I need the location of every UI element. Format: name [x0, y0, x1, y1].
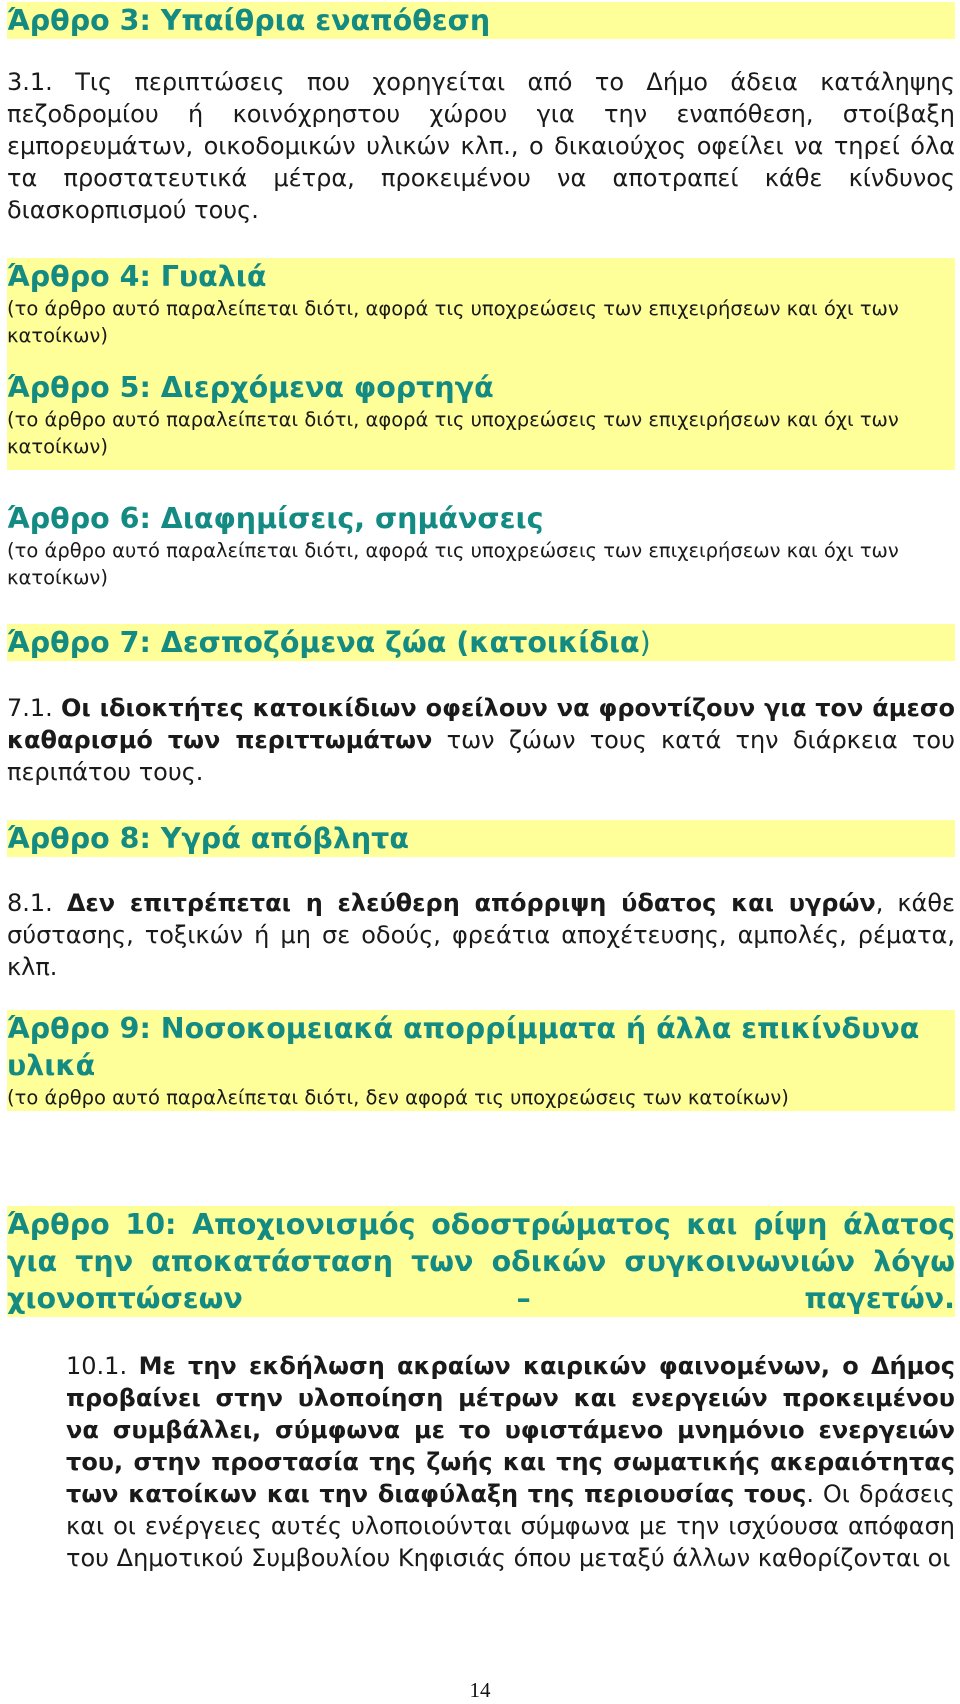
article-10-number: 10.1. — [66, 1352, 139, 1380]
article-8-rest-text: , κάθε σύστασης, τοξικών ή μη σε οδούς, φρεάτια αποχέτευσης, αμπολές, ρέματα, κλπ. — [7, 889, 955, 981]
article-9-block — [7, 1010, 955, 1111]
article-7-paragraph — [7, 692, 955, 788]
article-5-note: (το άρθρο αυτό παραλείπεται διότι, αφορά τις υποχρεώσεις των επιχειρήσεων και όχι των κατοίκων) — [7, 408, 899, 458]
article-8-heading-bar — [7, 820, 955, 857]
article-3-paragraph: 3.1. Τις περιπτώσεις που χορηγείται από το Δήμο άδεια κατάληψης πεζοδρομίου ή κοινόχρηστου χώρου για την εναπόθεση, στοίβαξη εμπορευμάτων, οικοδομικών υλικών κλπ., ο δικαιούχος οφείλει να τηρεί όλα τα προστατευτικά μέτρα, προκειμένου να αποτραπεί κάθε κίνδυνος διασκορπισμού τους. — [7, 68, 955, 224]
article-8-paragraph — [7, 887, 955, 983]
article-7-heading-text: Άρθρο 7: Δεσποζόμενα ζώα (κατοικίδια — [7, 626, 640, 659]
article-6-heading: Άρθρο 6: Διαφημίσεις, σημάνσεις — [7, 502, 544, 535]
article-8-heading: Άρθρο 8: Υγρά απόβλητα — [7, 822, 409, 855]
article-10-body — [66, 1350, 955, 1574]
article-7-heading-paren: ) — [639, 626, 651, 659]
article-9-note: (το άρθρο αυτό παραλείπεται διότι, δεν αφορά τις υποχρεώσεις των κατοίκων) — [7, 1086, 789, 1109]
article-7-rest-text: των ζώων τους κατά την διάρκεια του περιπάτου τους. — [7, 726, 955, 786]
article-6-note: (το άρθρο αυτό παραλείπεται διότι, αφορά τις υποχρεώσεις των επιχειρήσεων και όχι των κατοίκων) — [7, 539, 899, 589]
article-8-bold-text: Δεν επιτρέπεται η ελεύθερη απόρριψη ύδατος και υγρών — [66, 889, 876, 917]
article-3-heading-bar — [7, 2, 955, 39]
articles-4-6-block — [7, 258, 955, 470]
article-4-heading: Άρθρο 4: Γυαλιά — [7, 260, 267, 293]
article-5-heading: Άρθρο 5: Διερχόμενα φορτηγά — [7, 371, 494, 404]
article-3-heading: Άρθρο 3: Υπαίθρια εναπόθεση — [7, 4, 491, 37]
article-7-heading — [7, 624, 955, 661]
article-7-bold-text: Οι ιδιοκτήτες κατοικίδιων οφείλουν να φροντίζουν για τον άμεσο καθαρισμό των περιττωμάτων — [7, 694, 955, 754]
page-number: 14 — [469, 1678, 491, 1702]
article-10-rest-text: . Οι δράσεις και οι ενέργειες αυτές υλοποιούνται σύμφωνα με την ισχύουσα απόφαση του Δημοτικού Συμβουλίου Κηφισιάς όπου μεταξύ άλλων καθορίζονται οι — [66, 1480, 955, 1572]
article-7-body — [7, 692, 955, 788]
article-7-heading-bar — [7, 624, 955, 661]
article-6-block — [7, 500, 955, 591]
article-9-heading: Άρθρο 9: Νοσοκομειακά απορρίμματα ή άλλα επικίνδυνα υλικά — [7, 1012, 920, 1082]
article-7-number: 7.1. — [7, 694, 61, 722]
article-10-heading: Άρθρο 10: Αποχιονισμός οδοστρώματος και ρίψη άλατος για την αποκατάσταση των οδικών συγκοινωνιών λόγω χιονοπτώσεων – παγετών. — [7, 1208, 955, 1315]
article-10-bold-text: Με την εκδήλωση ακραίων καιρικών φαινομένων, ο Δήμος προβαίνει στην υλοποίηση μέτρων και ενεργειών προκειμένου να συμβάλλει, σύμφωνα με το υφιστάμενο μνημόνιο ενεργειών του, στην προστασία της ζωής και της σωματικής ακεραιότητας των κατοίκων και την διαφύλαξη της περιουσίας τους — [66, 1352, 955, 1508]
article-8-body — [7, 887, 955, 983]
article-3-body — [7, 66, 955, 226]
article-8-number: 8.1. — [7, 889, 67, 917]
article-4-note: (το άρθρο αυτό παραλείπεται διότι, αφορά τις υποχρεώσεις των επιχειρήσεων και όχι των κατοίκων) — [7, 297, 899, 347]
article-10-heading-bar — [7, 1206, 955, 1317]
article-10-paragraph — [66, 1350, 955, 1574]
